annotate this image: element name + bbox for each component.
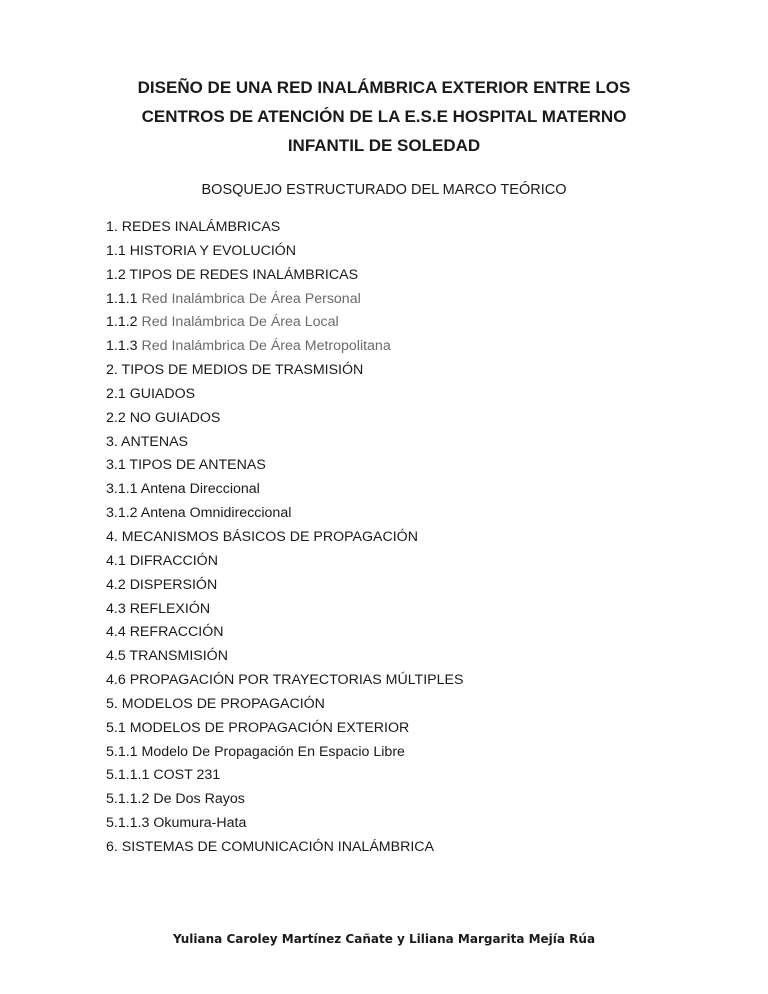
outline-item bbox=[106, 456, 706, 480]
outline-item-text: TIPOS DE ANTENAS bbox=[129, 457, 266, 474]
outline-item-text: REDES INALÁMBRICAS bbox=[121, 219, 281, 235]
outline-item-text: De Dos Rayos bbox=[153, 791, 245, 808]
outline-item-text: Antena Direccional bbox=[140, 481, 260, 498]
outline-item-number: 4.1 bbox=[106, 552, 126, 569]
outline-item bbox=[106, 361, 706, 385]
outline-item bbox=[106, 290, 706, 314]
outline-item-text: Modelo De Propagación En Espacio Libre bbox=[141, 743, 405, 760]
outline-item-number: 3. bbox=[106, 433, 118, 450]
outline-item-text: Red Inalámbrica De Área Local bbox=[141, 314, 339, 331]
outline-item-number: 1.2 bbox=[106, 266, 126, 283]
outline-item-number: 4.2 bbox=[106, 576, 126, 593]
outline-item-number: 4. bbox=[106, 528, 118, 545]
outline-list bbox=[106, 218, 706, 862]
outline-item-text: DISPERSIÓN bbox=[129, 576, 218, 593]
outline-item-number: 5.1 bbox=[106, 719, 126, 736]
outline-item-text: Red Inalámbrica De Área Personal bbox=[141, 290, 361, 307]
outline-item-number: 4.3 bbox=[106, 600, 126, 617]
outline-item-text: COST 231 bbox=[153, 767, 221, 784]
title-line-3: INFANTIL DE SOLEDAD bbox=[287, 136, 481, 155]
outline-item bbox=[106, 766, 706, 790]
outline-item-text: TIPOS DE REDES INALÁMBRICAS bbox=[129, 266, 359, 283]
outline-item bbox=[106, 576, 706, 600]
outline-item-number: 6. bbox=[106, 838, 118, 855]
outline-item-text: GUIADOS bbox=[129, 385, 196, 402]
outline-item-number: 5.1.1.1 bbox=[106, 767, 150, 784]
outline-item bbox=[106, 647, 706, 671]
outline-item-number: 1.1 bbox=[106, 242, 126, 259]
outline-item bbox=[106, 433, 706, 457]
outline-item-number: 2.2 bbox=[106, 409, 126, 426]
outline-item-number: 5. bbox=[106, 695, 118, 712]
outline-item bbox=[106, 719, 706, 743]
outline-item bbox=[106, 600, 706, 624]
outline-item-number: 2.1 bbox=[106, 385, 126, 402]
outline-item-text: REFRACCIÓN bbox=[129, 624, 224, 641]
outline-item-text: ANTENAS bbox=[121, 433, 189, 450]
outline-item-number: 3.1 bbox=[106, 457, 126, 474]
outline-item bbox=[106, 480, 706, 504]
outline-item bbox=[106, 242, 706, 266]
outline-item-number: 1.1.3 bbox=[106, 338, 138, 355]
outline-item-text: HISTORIA Y EVOLUCIÓN bbox=[129, 242, 297, 259]
outline-item-text: SISTEMAS DE COMUNICACIÓN INALÁMBRICA bbox=[121, 838, 434, 855]
title-line-2: CENTROS DE ATENCIÓN DE LA E.S.E HOSPITAL MATERNO bbox=[141, 107, 627, 126]
outline-item bbox=[106, 671, 706, 695]
outline-item bbox=[106, 504, 706, 528]
outline-item-number: 4.6 bbox=[106, 672, 126, 689]
outline-item-text: MODELOS DE PROPAGACIÓN EXTERIOR bbox=[129, 719, 410, 736]
outline-item bbox=[106, 266, 706, 290]
outline-item-text: MECANISMOS BÁSICOS DE PROPAGACIÓN bbox=[121, 528, 418, 545]
outline-item-text: Red Inalámbrica De Área Metropolitana bbox=[141, 338, 391, 355]
outline-item bbox=[106, 528, 706, 552]
authors-footer: Yuliana Caroley Martínez Cañate y Liliana Margarita Mejía Rúa bbox=[172, 932, 596, 946]
outline-item-number: 1.1.1 bbox=[106, 290, 138, 307]
outline-item bbox=[106, 552, 706, 576]
outline-item-text: REFLEXIÓN bbox=[129, 600, 211, 617]
outline-item-text: PROPAGACIÓN POR TRAYECTORIAS MÚLTIPLES bbox=[129, 672, 464, 689]
outline-item-number: 3.1.2 bbox=[106, 505, 138, 522]
outline-item-number: 4.4 bbox=[106, 624, 126, 641]
outline-item bbox=[106, 385, 706, 409]
outline-item-number: 5.1.1.3 bbox=[106, 815, 150, 832]
outline-item-number: 1.1.2 bbox=[106, 314, 138, 331]
outline-item bbox=[106, 337, 706, 361]
outline-item-text: Antena Omnidireccional bbox=[140, 505, 292, 522]
title-line-1: DISEÑO DE UNA RED INALÁMBRICA EXTERIOR ENTRE LOS bbox=[137, 78, 631, 97]
outline-item-number: 1. bbox=[106, 219, 118, 235]
outline-item-text: NO GUIADOS bbox=[129, 409, 221, 426]
outline-item bbox=[106, 838, 706, 862]
document-subtitle: BOSQUEJO ESTRUCTURADO DEL MARCO TEÓRICO bbox=[201, 182, 567, 198]
outline-item bbox=[106, 218, 706, 242]
outline-item-text: Okumura-Hata bbox=[153, 815, 247, 832]
outline-item-number: 4.5 bbox=[106, 648, 126, 665]
outline-item-number: 2. bbox=[106, 362, 118, 379]
outline-item-number: 3.1.1 bbox=[106, 481, 138, 498]
outline-item bbox=[106, 623, 706, 647]
outline-item bbox=[106, 790, 706, 814]
outline-item-text: TIPOS DE MEDIOS DE TRASMISIÓN bbox=[121, 362, 364, 379]
outline-item bbox=[106, 409, 706, 433]
outline-item-text: DIFRACCIÓN bbox=[129, 552, 218, 569]
outline-item bbox=[106, 814, 706, 838]
document-title bbox=[90, 73, 678, 160]
outline-item-text: MODELOS DE PROPAGACIÓN bbox=[121, 695, 325, 712]
outline-item-number: 5.1.1.2 bbox=[106, 791, 150, 808]
outline-item bbox=[106, 743, 706, 767]
outline-item-text: TRANSMISIÓN bbox=[129, 648, 228, 665]
outline-item-number: 5.1.1 bbox=[106, 743, 138, 760]
outline-item bbox=[106, 695, 706, 719]
outline-item bbox=[106, 313, 706, 337]
